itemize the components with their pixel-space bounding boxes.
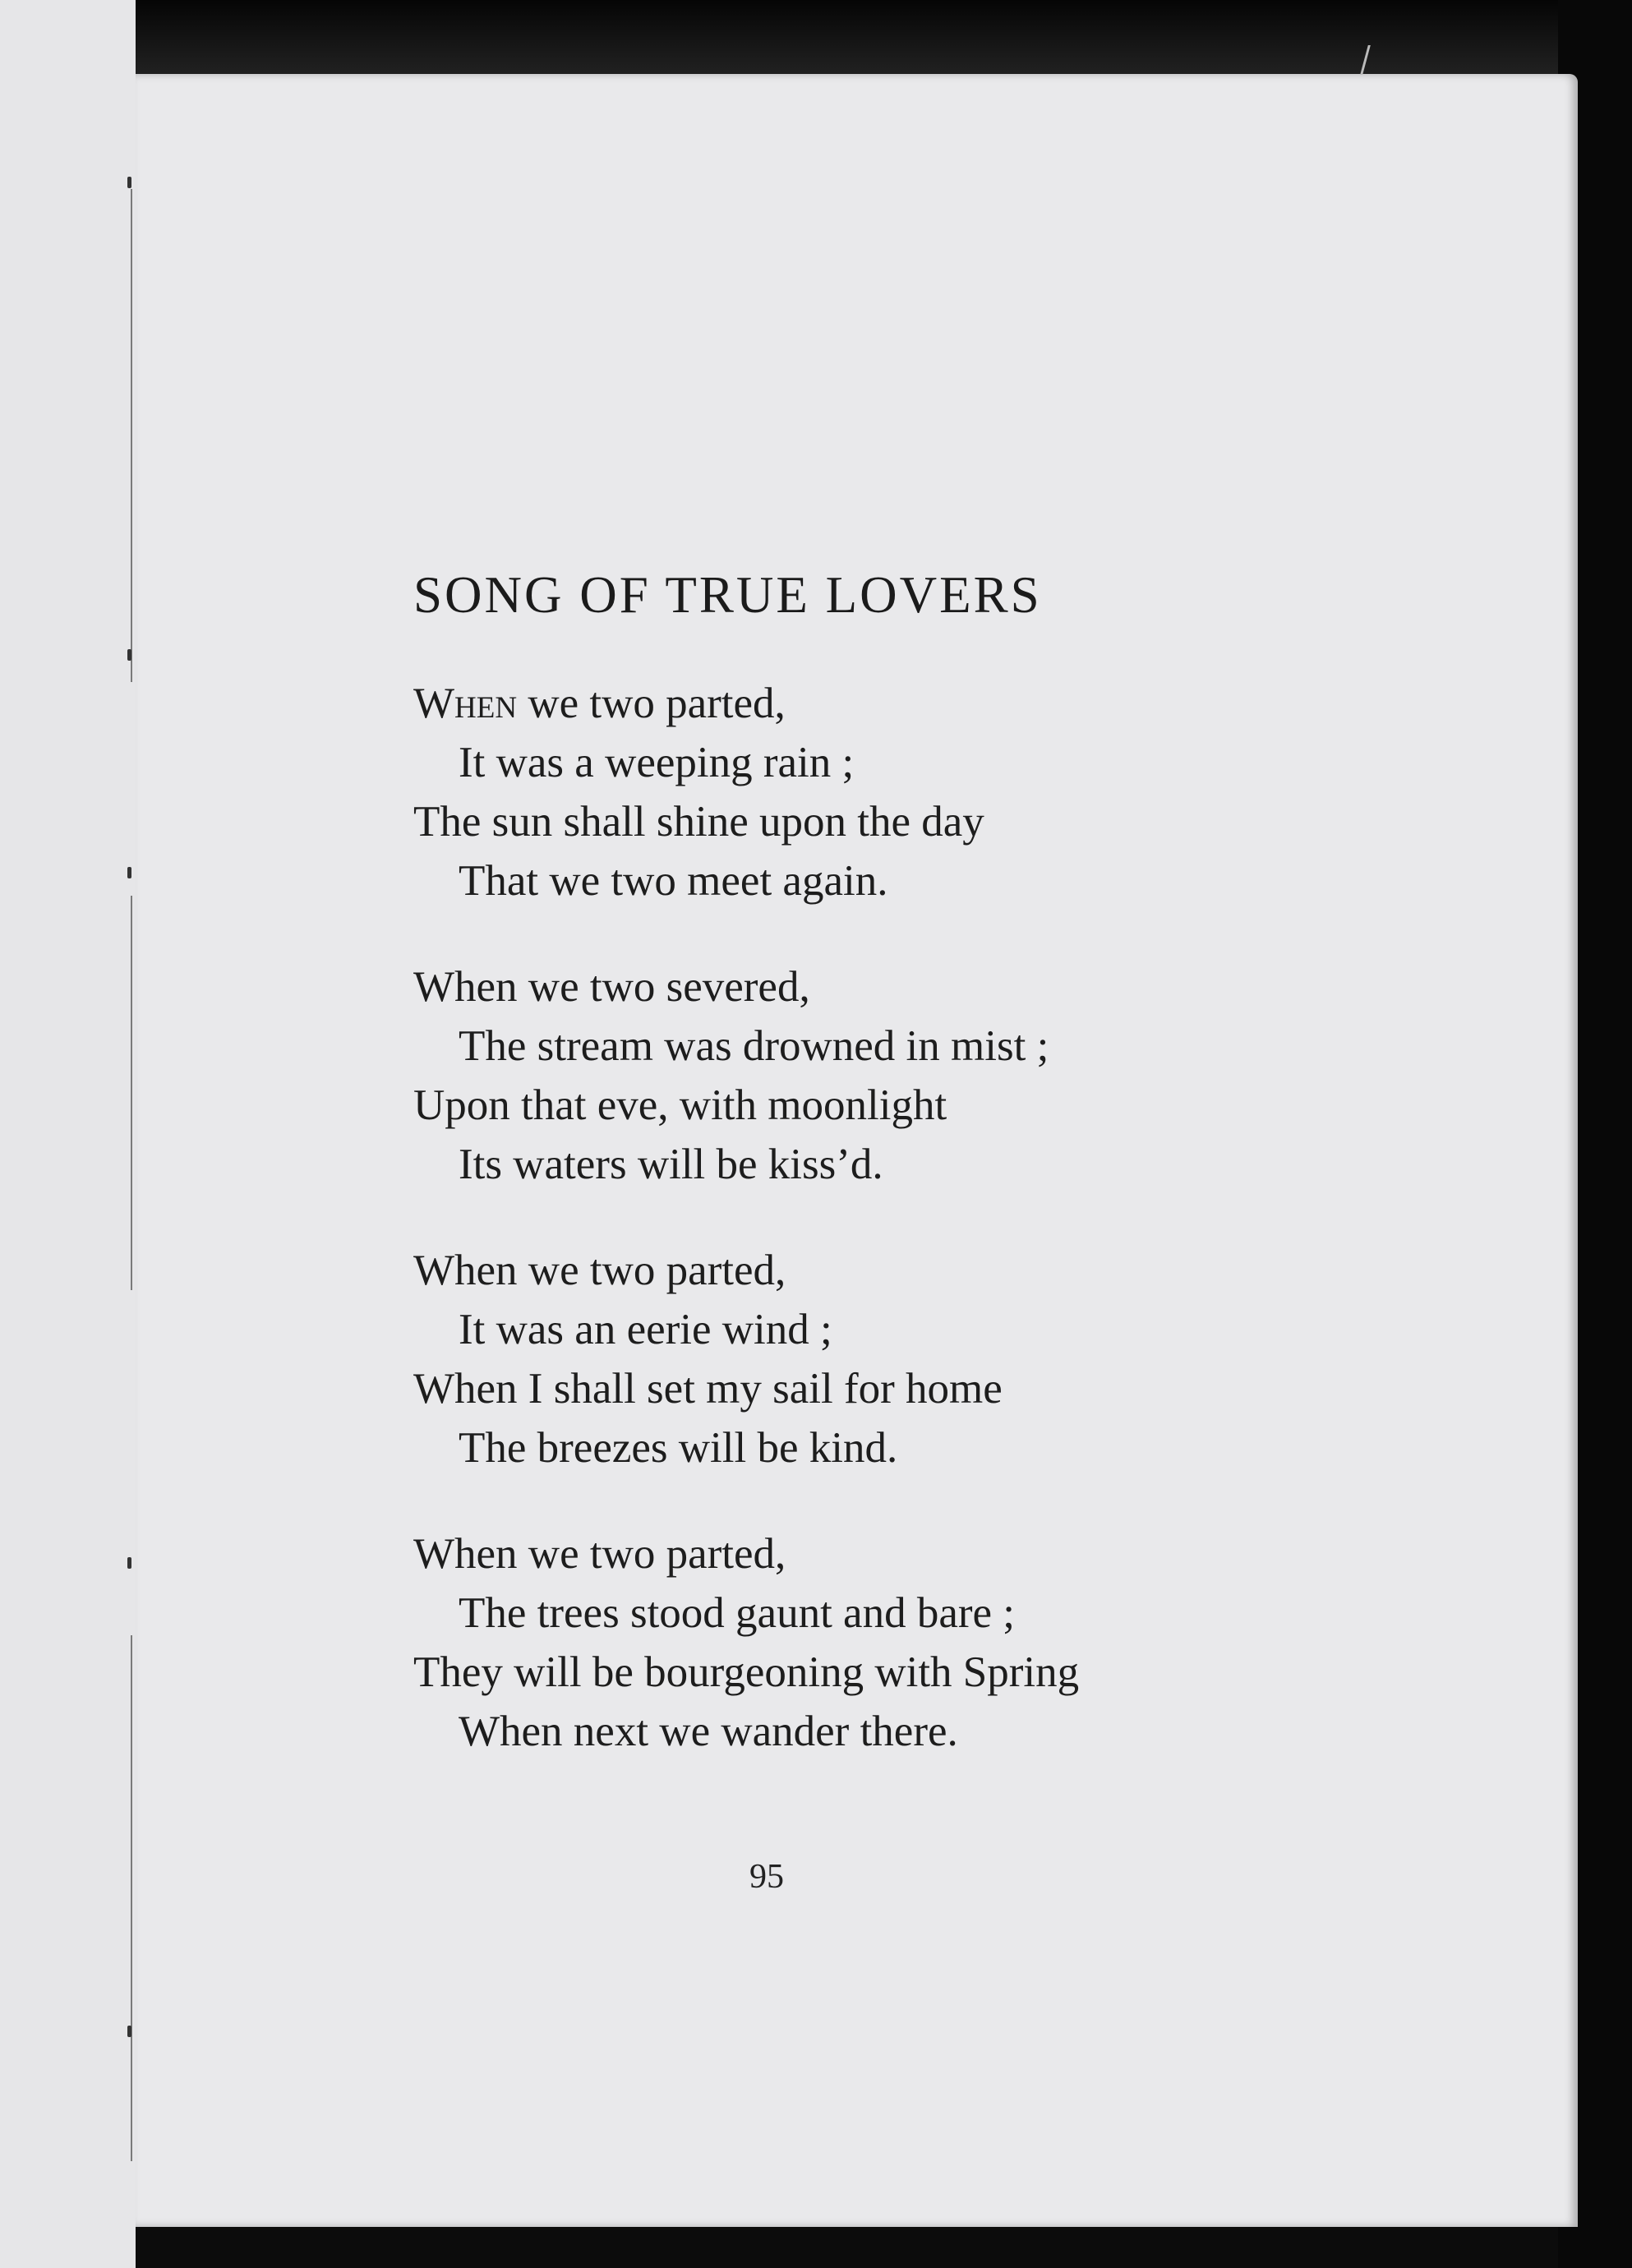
poem-line [413,1135,1079,1194]
gutter-line [131,1635,132,2161]
poem-line-text: we two parted, [517,680,786,727]
poem-line-text: When I shall set my sail for home [413,1365,1003,1413]
poem-line-text: That we two meet again. [459,857,888,905]
poem-line [413,1241,1079,1300]
poem-line [413,851,1079,910]
poem-line [413,733,1079,792]
poem-line-text: When next we wander there. [459,1708,958,1755]
gutter-tick [127,867,131,878]
poem-line-text: Its waters will be kiss’d. [459,1141,883,1188]
poem-line-text: The sun shall shine upon the day [413,798,984,846]
scan-top-border [0,0,1632,78]
page-gutter [0,74,140,2227]
poem-line-text: When we two severed, [413,963,810,1011]
poem-line [413,792,1079,851]
poem-title: SONG OF TRUE LOVERS [413,566,1042,624]
gutter-tick [127,2026,131,2037]
stanza [413,1524,1079,1761]
stanza [413,1241,1079,1477]
poem-line [413,957,1079,1016]
gutter-tick [127,1557,131,1569]
poem-line [413,1076,1079,1135]
poem-line-text: The trees stood gaunt and bare ; [459,1589,1015,1637]
poem-line [413,674,1079,733]
gutter-tick [127,649,131,661]
poem-line-text: It was an eerie wind ; [459,1306,832,1353]
poem-body [413,674,1079,1808]
poem-line-text: The breezes will be kind. [459,1424,898,1472]
poem-line-text: Upon that eve, with moonlight [413,1081,947,1129]
poem-line-text: It was a weeping rain ; [459,739,855,786]
poem-line [413,1702,1079,1761]
poem-line-text: They will be bourgeoning with Spring [413,1648,1080,1696]
poem-line [413,1583,1079,1643]
poem-line [413,1418,1079,1477]
gutter-line [131,896,132,1290]
drop-word: When [413,680,518,727]
poem-line-text: When we two parted, [413,1247,786,1294]
poem-line [413,1643,1079,1702]
stanza [413,674,1079,910]
poem-line [413,1016,1079,1076]
poem-line-text: The stream was drowned in mist ; [459,1022,1049,1070]
poem-line [413,1300,1079,1359]
poem-line-text: When we two parted, [413,1530,786,1578]
stanza [413,957,1079,1194]
poem-line [413,1359,1079,1418]
gutter-line [131,189,132,682]
gutter-tick [127,177,131,188]
poem-line [413,1524,1079,1583]
page-number: 95 [749,1858,784,1896]
